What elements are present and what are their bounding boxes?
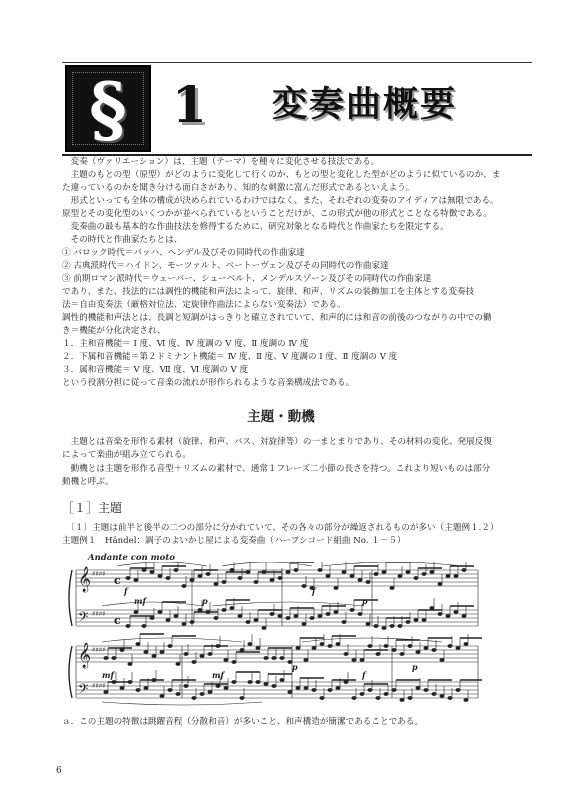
- svg-text:c: c: [114, 574, 121, 587]
- note-head: [134, 610, 138, 613]
- note-head: [136, 642, 140, 645]
- intro-line: 変奏曲の最も基本的な作曲技法を修得するために、研究対象となる時代と作曲家たちを限定する。: [62, 222, 449, 232]
- note-head: [446, 614, 450, 617]
- note-head: [424, 688, 428, 691]
- note-head: [422, 572, 426, 575]
- note-head: [456, 646, 460, 649]
- note-head: [454, 574, 458, 577]
- subsection-heading: ［１］主題: [62, 501, 123, 515]
- note-head: [374, 572, 378, 575]
- svg-text:♯♯♯♯: ♯♯♯♯: [92, 682, 106, 690]
- section-mark-icon: [65, 65, 151, 152]
- note-head: [440, 658, 444, 661]
- note-head: [350, 608, 354, 611]
- note-head: [464, 698, 468, 701]
- note-head: [224, 658, 228, 661]
- note-head: [144, 686, 148, 689]
- note-head: [326, 612, 330, 615]
- note-head: [270, 612, 274, 615]
- note-head: [438, 612, 442, 615]
- dynamic-mark: f: [312, 586, 316, 596]
- note-head: [192, 660, 196, 663]
- note-head: [464, 642, 468, 645]
- note-head: [184, 684, 188, 687]
- svg-text:c: c: [114, 614, 121, 627]
- note-head: [256, 646, 260, 649]
- note-head: [126, 576, 130, 579]
- note-head: [390, 586, 394, 589]
- note-head: [286, 616, 290, 619]
- note-head: [166, 618, 170, 621]
- note-head: [104, 690, 108, 693]
- intro-line: 調性的機能和声法とは、長調と短調がはっきりと確立されていて、和声的には和音の前後のつながりの中での働: [62, 313, 492, 323]
- treble-clef-icon: 𝄞: [78, 567, 92, 592]
- music-score: [62, 562, 482, 708]
- note-head: [190, 578, 194, 581]
- era-item-romantic: ③ 前期ロマン派時代＝ウェーバー、シューベルト、メンデルスゾーン及びその同時代の作曲家達: [62, 274, 432, 284]
- dynamic-mark: mf: [102, 670, 114, 680]
- note-head: [448, 696, 452, 699]
- note-head: [216, 684, 220, 687]
- note-head: [136, 688, 140, 691]
- note-head: [352, 696, 356, 699]
- note-head: [160, 650, 164, 653]
- note-head: [262, 626, 266, 629]
- note-head: [222, 608, 226, 611]
- note-head: [326, 574, 330, 577]
- chapter-title: 変奏曲概要: [272, 84, 458, 125]
- note-head: [438, 582, 442, 585]
- note-head: [246, 620, 250, 623]
- note-head: [168, 688, 172, 691]
- note-head: [112, 680, 116, 683]
- note-head: [198, 608, 202, 611]
- note-head: [408, 644, 412, 647]
- note-head: [254, 580, 258, 583]
- note-head: [104, 656, 108, 659]
- note-head: [374, 624, 378, 627]
- note-head: [142, 624, 146, 627]
- note-head: [280, 678, 284, 681]
- note-head: [430, 570, 434, 573]
- note-head: [232, 660, 236, 663]
- dynamic-mark: mf: [212, 670, 224, 680]
- page-number: 6: [56, 766, 62, 776]
- function-item-dominant: ３．属和音機能＝ Ⅴ 度、Ⅶ 度、Ⅵ 度調の Ⅴ 度: [62, 365, 249, 375]
- note-head: [134, 578, 138, 581]
- intro-line: 形式といっても全体の構成が決められているわけではなく、また、それぞれの変奏のアイディアは無限である。: [62, 196, 499, 206]
- note-head: [400, 698, 404, 701]
- dynamic-mark: p: [412, 662, 418, 672]
- note-head: [406, 620, 410, 623]
- note-head: [440, 694, 444, 697]
- note-head: [200, 654, 204, 657]
- note-head: [264, 682, 268, 685]
- note-head: [264, 656, 268, 659]
- note-head: [150, 616, 154, 619]
- note-head: [286, 570, 290, 573]
- note-head: [272, 684, 276, 687]
- note-head: [184, 652, 188, 655]
- note-head: [176, 692, 180, 695]
- note-head: [166, 576, 170, 579]
- note-head: [400, 652, 404, 655]
- note-head: [238, 576, 242, 579]
- note-head: [224, 686, 228, 689]
- note-head: [206, 610, 210, 613]
- note-head: [176, 662, 180, 665]
- note-head: [214, 616, 218, 619]
- note-head: [304, 686, 308, 689]
- note-head: [408, 696, 412, 699]
- section-symbol: §: [89, 65, 127, 151]
- note-head: [462, 614, 466, 617]
- note-head: [334, 610, 338, 613]
- note-head: [310, 616, 314, 619]
- note-head: [342, 570, 346, 573]
- note-head: [120, 648, 124, 651]
- note-head: [126, 624, 130, 627]
- note-head: [120, 686, 124, 689]
- note-head: [392, 688, 396, 691]
- note-head: [152, 678, 156, 681]
- note-head: [152, 654, 156, 657]
- note-head: [240, 696, 244, 699]
- intro-line: 主題のもとの型（原型）がどのように変化して行くのか、もとの型と変化した型がどのように似ているのか、ま: [62, 170, 501, 180]
- section-line: によって楽曲が組み立てられる。: [62, 450, 191, 460]
- header-top-rule: [62, 62, 532, 63]
- dynamic-mark: p: [292, 662, 298, 672]
- note-head: [112, 656, 116, 659]
- note-head: [406, 570, 410, 573]
- note-head: [272, 656, 276, 659]
- subsection-line: 〔１〕主題は前半と後半の二つの部分に分かれていて、その各々の部分が繰返されるものが多い（主題例１.２）: [62, 523, 499, 533]
- note-head: [382, 570, 386, 573]
- note-head: [296, 646, 300, 649]
- function-item-subdominant: ２．下属和音機能＝第２ドミナント機能＝ Ⅳ 度、Ⅱ 度、Ⅴ 度調の Ⅰ 度、Ⅱ 度調の Ⅴ 度: [62, 352, 398, 362]
- dynamic-mark: f: [362, 670, 366, 680]
- note-head: [262, 570, 266, 573]
- note-head: [238, 614, 242, 617]
- note-head: [256, 680, 260, 683]
- svg-text:♯♯♯♯: ♯♯♯♯: [92, 570, 106, 578]
- note-head: [248, 642, 252, 645]
- note-head: [190, 620, 194, 623]
- note-head: [320, 696, 324, 699]
- section-line: 主題とは音楽を形作る素材（旋律、和声、バス、対旋律等）の一まとまりであり、その材料の変化、発展反復: [62, 437, 492, 447]
- section-line: 動機と呼ぶ。: [62, 477, 114, 487]
- note-head: [336, 642, 340, 645]
- note-head: [294, 614, 298, 617]
- dynamic-mark: p: [202, 596, 208, 606]
- note-head: [128, 680, 132, 683]
- intro-line: 変奏（ヴァリエーション）は、主題（テーマ）を種々に変化させる技法である。: [62, 157, 380, 167]
- note-head: [384, 644, 388, 647]
- note-head: [392, 648, 396, 651]
- note-head: [328, 688, 332, 691]
- note-head: [462, 568, 466, 571]
- note-head: [246, 570, 250, 573]
- note-head: [318, 568, 322, 571]
- note-head: [446, 574, 450, 577]
- note-head: [270, 578, 274, 581]
- note-head: [232, 680, 236, 683]
- note-head: [200, 692, 204, 695]
- note-head: [398, 574, 402, 577]
- note-head: [230, 606, 234, 609]
- note-head: [312, 646, 316, 649]
- tempo-marking: Andante con moto: [88, 553, 175, 563]
- note-head: [248, 680, 252, 683]
- note-head: [414, 618, 418, 621]
- note-head: [430, 606, 434, 609]
- section-line: 動機とは主題を形作る音型＋リズムの素材で、通常１フレーズ二小節の長さを持つ。これより短いものは部分: [62, 464, 491, 474]
- note-head: [222, 580, 226, 583]
- era-item-classical: ② 古典派時代＝ハイドン、モーツァルト、ベートーヴェン及びその同時代の作曲家達: [62, 261, 389, 271]
- note-head: [398, 624, 402, 627]
- dynamic-mark: f: [124, 586, 128, 596]
- note-head: [160, 694, 164, 697]
- note-head: [304, 658, 308, 661]
- note-head: [192, 696, 196, 699]
- note-head: [296, 686, 300, 689]
- note-head: [376, 696, 380, 699]
- note-head: [424, 646, 428, 649]
- note-head: [174, 614, 178, 617]
- note-head: [334, 586, 338, 589]
- note-head: [448, 644, 452, 647]
- note-head: [368, 644, 372, 647]
- note-head: [382, 626, 386, 629]
- note-head: [168, 644, 172, 647]
- note-head: [432, 692, 436, 695]
- function-item-tonic: １．主和音機能＝ Ⅰ 度、Ⅵ 度、Ⅳ 度調の Ⅴ 度、Ⅱ 度調の Ⅳ 度: [62, 339, 309, 349]
- note-head: [360, 692, 364, 695]
- note-head: [422, 618, 426, 621]
- era-item-baroque: ① バロック時代＝バッハ、ヘンデル及びその同時代の作曲家達: [62, 248, 305, 258]
- intro-line: 原型とその変化型のいくつかが並べられているということだけが、この形式が他の形式とことなる特徴である。: [62, 209, 492, 219]
- note-head: [182, 584, 186, 587]
- note-head: [142, 568, 146, 571]
- note-head: [416, 686, 420, 689]
- note-a: ａ．この主題の特徴は跳躍音程（分散和音）が多いこと、和声構造が簡潔であることである。: [62, 717, 423, 727]
- note-head: [174, 568, 178, 571]
- note-head: [358, 612, 362, 615]
- note-head: [414, 576, 418, 579]
- note-head: [208, 690, 212, 693]
- note-head: [230, 568, 234, 571]
- note-head: [328, 644, 332, 647]
- dynamic-mark: mf: [134, 596, 146, 606]
- note-head: [278, 576, 282, 579]
- note-head: [352, 658, 356, 661]
- note-head: [206, 572, 210, 575]
- intro-line: その時代と作曲家たちとは、: [62, 235, 183, 245]
- note-head: [350, 574, 354, 577]
- intro-line: 法＝自由変奏法（厳格対位法、定旋律作曲法によらない変奏法）である。: [62, 300, 346, 310]
- note-head: [302, 584, 306, 587]
- note-head: [198, 574, 202, 577]
- note-head: [358, 578, 362, 581]
- note-head: [384, 692, 388, 695]
- note-head: [344, 680, 348, 683]
- svg-text:♯♯♯♯: ♯♯♯♯: [92, 646, 106, 654]
- intro-line: であり、また、技法的には調性的機能和声法によって、旋律、和声、リズムの装飾加工を主体とする変奏技: [62, 287, 475, 297]
- note-head: [342, 620, 346, 623]
- note-head: [214, 582, 218, 585]
- note-head: [318, 614, 322, 617]
- note-head: [302, 622, 306, 625]
- bass-clef-icon: 𝄢: [78, 609, 89, 628]
- note-head: [278, 614, 282, 617]
- note-head: [366, 622, 370, 625]
- svg-text:♯♯♯♯: ♯♯♯♯: [92, 610, 106, 618]
- note-head: [390, 624, 394, 627]
- note-head: [320, 642, 324, 645]
- note-head: [336, 686, 340, 689]
- note-head: [128, 662, 132, 665]
- note-head: [368, 688, 372, 691]
- chapter-header: [62, 62, 532, 156]
- intro-line: た違っているのかを聞き分ける面白さがあり、知的な刺激に富んだ形式であるといえよう。: [62, 183, 415, 193]
- note-head: [294, 568, 298, 571]
- note-head: [240, 648, 244, 651]
- note-head: [158, 574, 162, 577]
- note-head: [366, 580, 370, 583]
- bass-clef-icon: 𝄢: [78, 681, 89, 700]
- note-head: [182, 622, 186, 625]
- note-head: [280, 656, 284, 659]
- note-head: [144, 650, 148, 653]
- note-head: [208, 652, 212, 655]
- note-head: [456, 688, 460, 691]
- note-head: [216, 644, 220, 647]
- dynamic-mark: p: [362, 596, 368, 606]
- note-head: [360, 658, 364, 661]
- note-head: [312, 688, 316, 691]
- chapter-number: 1: [172, 75, 207, 134]
- note-head: [376, 652, 380, 655]
- example-caption: 主題例１ Händel：調子のよいかじ屋による変奏曲（ハープシコード組曲 No. １－５）: [62, 536, 406, 546]
- section-heading: 主題・動機: [247, 409, 315, 425]
- note-head: [288, 690, 292, 693]
- note-head: [254, 618, 258, 621]
- note-head: [344, 652, 348, 655]
- treble-clef-icon: 𝄞: [78, 643, 92, 668]
- note-head: [416, 650, 420, 653]
- intro-line: という役割分担に従って音楽の流れが形作られるような音楽構成法である。: [62, 378, 355, 388]
- note-head: [454, 610, 458, 613]
- intro-line: き＝機能が分化決定され、: [62, 326, 166, 336]
- note-head: [158, 610, 162, 613]
- note-head: [432, 648, 436, 651]
- note-head: [150, 570, 154, 573]
